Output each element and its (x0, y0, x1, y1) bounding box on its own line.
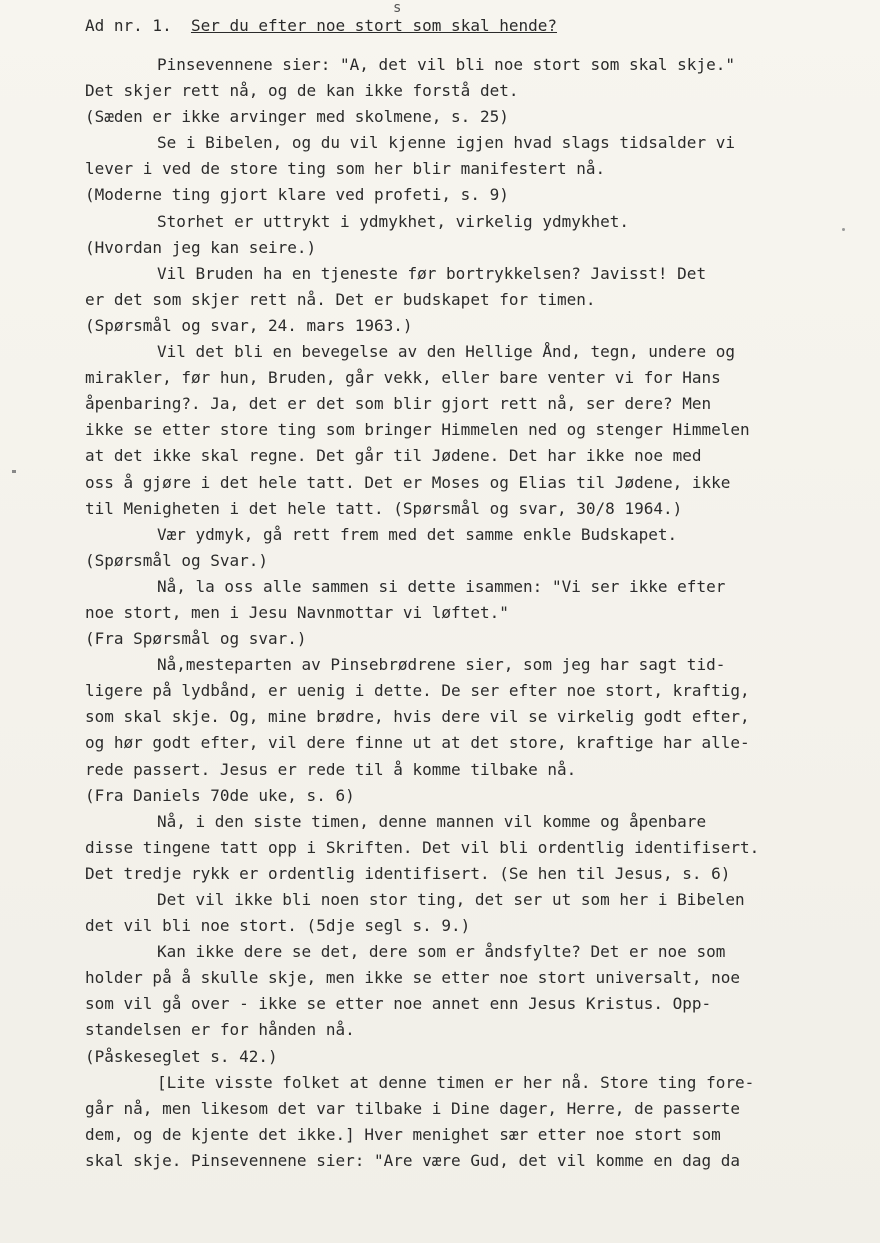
body-text (85, 52, 825, 1174)
text-line: (Moderne ting gjort klare ved profeti, s. 9) (85, 185, 509, 205)
text-line: (Sæden er ikke arvinger med skolmene, s. 25) (85, 107, 509, 127)
text-line: Vær ydmyk, gå rett frem med det samme enkle Budskapet. (157, 524, 678, 544)
text-line: Nå,mesteparten av Pinsebrødrene sier, som jeg har sagt tid- (157, 655, 726, 675)
text-line: Det skjer rett nå, og de kan ikke forstå det. (85, 81, 519, 101)
punch-mark (12, 470, 16, 473)
text-line: Det tredje rykk er ordentlig identifisert. (Se hen til Jesus, s. 6) (85, 863, 731, 883)
text-line: Se i Bibelen, og du vil kjenne igjen hvad slags tidsalder vi (157, 133, 735, 153)
text-line: er det som skjer rett nå. Det er budskapet for timen. (85, 289, 596, 309)
text-line: åpenbaring?. Ja, det er det som blir gjort rett nå, ser dere? Men (85, 394, 712, 414)
text-line: dem, og de kjente det ikke.] Hver menighet sær etter noe stort som (85, 1124, 721, 1144)
text-line: Storhet er uttrykt i ydmykhet, virkelig ydmykhet. (157, 211, 630, 231)
text-line: Nå, i den siste timen, denne mannen vil komme og åpenbare (157, 811, 707, 831)
text-line: ligere på lydbånd, er uenig i dette. De ser efter noe stort, kraftig, (85, 681, 750, 701)
text-line: Vil det bli en bevegelse av den Hellige Ånd, tegn, undere og (157, 342, 735, 362)
text-line: (Hvordan jeg kan seire.) (85, 237, 317, 257)
text-line: (Fra Daniels 70de uke, s. 6) (85, 785, 355, 805)
document-header (85, 16, 557, 35)
text-line: Det vil ikke bli noen stor ting, det ser ut som her i Bibelen (157, 890, 745, 909)
text-line: disse tingene tatt opp i Skriften. Det vil bli ordentlig identifisert. (85, 837, 760, 857)
text-line: (Påskeseglet s. 42.) (85, 1046, 278, 1066)
text-line: som vil gå over - ikke se etter noe annet enn Jesus Kristus. Opp- (85, 994, 712, 1014)
text-line: mirakler, før hun, Bruden, går vekk, eller bare venter vi for Hans (85, 368, 721, 388)
header-title: Ser du efter noe stort som skal hende? (190, 16, 558, 35)
text-line: (Fra Spørsmål og svar.) (85, 629, 307, 649)
text-line: til Menigheten i det hele tatt. (Spørsmål og svar, 30/8 1964.) (85, 498, 683, 518)
text-line: (Spørsmål og Svar.) (85, 550, 269, 570)
text-line: og hør godt efter, vil dere finne ut at det store, kraftige har alle- (85, 733, 750, 753)
text-line: noe stort, men i Jesu Navnmottar vi løftet." (85, 602, 509, 622)
text-line: det vil bli noe stort. (5dje segl s. 9.) (85, 916, 471, 936)
text-line: oss å gjøre i det hele tatt. Det er Moses og Elias til Jødene, ikke (85, 472, 731, 492)
text-line: går nå, men likesom det var tilbake i Dine dager, Herre, de passerte (85, 1098, 741, 1118)
text-line: Pinsevennene sier: "A, det vil bli noe stort som skal skje." (157, 55, 735, 74)
text-line: Vil Bruden ha en tjeneste før bortrykkelsen? Javisst! Det (157, 263, 707, 283)
text-line: holder på å skulle skje, men ikke se etter noe stort universalt, noe (85, 968, 741, 988)
text-line: rede passert. Jesus er rede til å komme tilbake nå. (85, 759, 577, 779)
text-line: lever i ved de store ting som her blir manifestert nå. (85, 159, 606, 179)
text-line: ikke se etter store ting som bringer Himmelen ned og stenger Himmelen (85, 420, 750, 440)
text-line: at det ikke skal regne. Det går til Jødene. Det har ikke noe med (85, 446, 702, 466)
text-line: (Spørsmål og svar, 24. mars 1963.) (85, 315, 413, 335)
text-line: [Lite visste folket at denne timen er her nå. Store ting fore- (157, 1072, 755, 1092)
text-line: standelsen er for hånden nå. (85, 1020, 355, 1040)
paper-speck (842, 228, 845, 231)
text-line: som skal skje. Og, mine brødre, hvis dere vil se virkelig godt efter, (85, 707, 750, 727)
text-line: Kan ikke dere se det, dere som er åndsfylte? Det er noe som (157, 942, 726, 962)
handwritten-mark: s (393, 0, 402, 16)
header-label: Ad nr. 1. (85, 16, 172, 35)
text-line: skal skje. Pinsevennene sier: "Are være Gud, det vil komme en dag da (85, 1150, 741, 1170)
text-line: Nå, la oss alle sammen si dette isammen: "Vi ser ikke efter (157, 576, 726, 596)
